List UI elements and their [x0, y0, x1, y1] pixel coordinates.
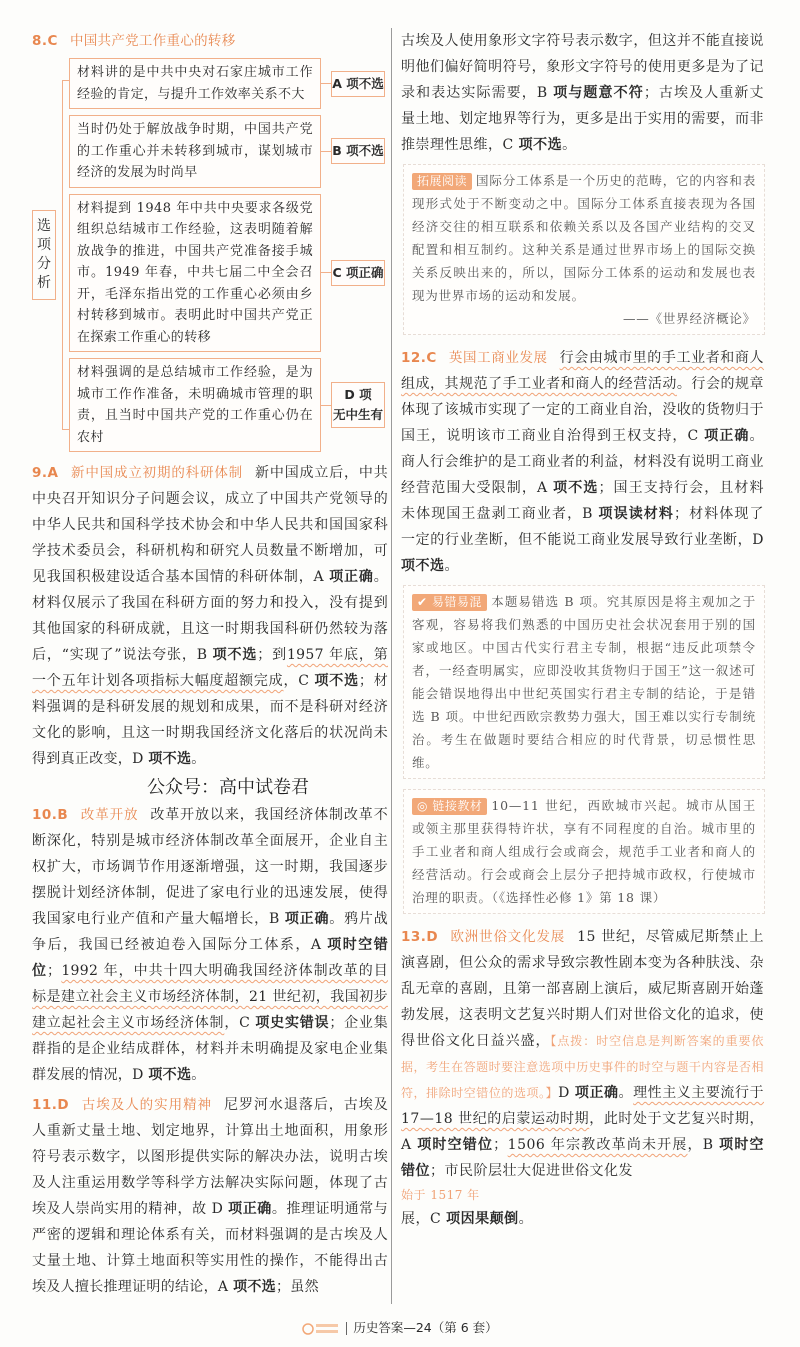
link-icon: ◎ [417, 799, 428, 813]
verdict-label: 项误读材料 [598, 506, 675, 522]
key-evidence: 理性主义主要流行于 17—18 世纪的启蒙运动时期 [401, 1085, 765, 1127]
question-9 [32, 460, 388, 772]
option-row [69, 58, 385, 109]
option-d-analysis: 材料强调的是总结城市工作经验，是为城市工作作准备，未明确城市管理的职责，且当时中国共产党的工作重心仍在农村 [69, 358, 321, 452]
question-number: 13.D [401, 929, 439, 945]
common-mistakes-box [403, 585, 765, 779]
check-icon: ✔ [417, 595, 428, 609]
verdict-label: 项史实错误 [255, 1015, 330, 1031]
text-run: ；企业集群指的是企业结成群体，材料并未明确提及家电企业集群发展的情况，D [32, 1015, 389, 1083]
text-run: 。鸦片战争后，我国已经被迫卷入国际分工体系，A [32, 911, 388, 953]
bracket-line [62, 80, 69, 430]
answer-text [401, 33, 764, 153]
right-column [391, 28, 764, 1304]
key-evidence: 1957 年底，第一个五年计划各项指标大幅度超额完成 [32, 647, 388, 689]
option-b-analysis: 当时仍处于解放战争时期，中国共产党的工作重心并未转移到城市，谋划城市经济的发展为时尚早 [69, 115, 321, 188]
text-run: 。商人行会维护的是工商业者的利益，材料没有说明工商业经营范围大受限制，A [401, 428, 765, 496]
verdict-text: B 项不选 [332, 143, 384, 159]
verdict-label: 项正确 [284, 911, 330, 927]
watermark: 公众号：高中试卷君 [147, 777, 309, 798]
question-number: 11.D [32, 1097, 70, 1113]
text-run: 尼罗河水退落后，古埃及人重新丈量土地、划定地界，计算出土地面积，用象形符号表示数字，以图形提供实际的解决办法，说明古埃及人注重运用数学等科学方法解决实际问题，体现了古埃及人崇尚实用的精神，故 D [32, 1097, 388, 1217]
text-run: ；国王支持行会，且材料未体现国王盘剥工商业者，B [401, 480, 765, 522]
question-topic: 改革开放 [80, 807, 139, 823]
connector [321, 83, 331, 84]
option-c-verdict [331, 260, 385, 286]
answer-text [401, 929, 764, 1227]
question-12 [401, 345, 764, 579]
option-c-analysis: 材料提到 1948 年中共中央要求各级党组织总结城市工作经验，这表明随着解放战争的推进，中国共产党准备接手城市。1949 年春，中共七届二中全会召开，毛泽东指出党的工作重心必须由乡村转移到城市。表明此时中国共产党正在探索工作重心的转移 [69, 194, 321, 353]
question-number: 10.B [32, 807, 69, 823]
extended-reading-text: 国际分工体系是一个历史的范畴，它的内容和表现形式处于不断变动之中。国际分工体系直接表现为各国经济交往的相互联系和依赖关系以及各国产业结构的交叉配置和相互制约。这种关系是通过世界市场上的国际交换关系反映出来的，所以，国际分工体系的运动和发展也表现为世界市场的运动和发展。 [412, 173, 756, 303]
text-run: ，此时处于文艺复兴时期，A [401, 1111, 764, 1153]
verdict-label: 项正确 [329, 569, 374, 585]
extended-reading-source: ——《世界经济概论》 [622, 311, 756, 326]
left-column [32, 28, 388, 1304]
text-run: 改革开放以来，我国经济体制改革不断深化，特别是城市经济体制改革全面展开，企业自主权扩大，市场调节作用逐渐增强，这一时期，我国逐步摆脱计划经济体制，促进了家电行业的迅速发展，使得我国家电行业产值和产量大幅增长，B [32, 807, 388, 927]
verdict-label: 项不选 [314, 673, 359, 689]
footer-separator [346, 1322, 347, 1335]
connector [321, 405, 331, 406]
key-evidence: 1506 年宗教改革尚未开展 [507, 1137, 688, 1153]
question-8 [32, 28, 388, 452]
verdict-label: 项时空错位 [401, 1137, 765, 1179]
publisher-logo-icon [302, 1321, 340, 1337]
verdict-text: D 项 [344, 387, 372, 402]
answer-text [32, 465, 388, 767]
textbook-link-text: 10—11 世纪，西欧城市兴起。城市从国王或领主那里获得特许状，享有不同程度的自治。城市里的手工业者和商人组成行会或商会，规范手工业者和商人的经营活动。行会或商会上层分子把持城市政权，行使城市治理的职责。（《选择性必修 1》第 18 课） [412, 798, 756, 905]
option-analysis-label: 选项分析 [32, 210, 56, 300]
key-evidence: 行会由城市里的手工业者和商人组成，其规范了手工业者和商人的经营活动 [401, 350, 764, 392]
text-run: 。 [562, 137, 577, 153]
verdict-text: C 项正确 [332, 264, 384, 280]
question-10 [32, 802, 388, 1088]
option-analysis-diagram [32, 58, 388, 452]
text-run: ； [47, 963, 62, 979]
textbook-link-tag [412, 798, 487, 815]
question-11-continued [401, 28, 764, 158]
option-rows [69, 58, 385, 452]
verdict-label: 项不选 [148, 1067, 192, 1083]
option-b-verdict [331, 138, 385, 164]
text-run: ； [493, 1137, 508, 1153]
common-mistakes-text: 本题易错选 B 项。究其原因是将主观加之于客观，容易将我们熟悉的中国历史社会状况套用于别的国家或地区。中国古代实行君主专制，根据“违反此项禁令者，一经查明属实，应即没收其货物归于国王”这一叙述可能会错误地得出中世纪英国实行君主专制的结论，于是错选 B 项。中世纪西欧宗教势力强大，国王难以实行专制统治。考生在做题时要结合相应的时代背景，切忌惯性思维。 [412, 594, 756, 770]
question-topic: 英国工商业发展 [448, 350, 548, 366]
verdict-label: 项时空错位 [417, 1137, 494, 1153]
annotation: 始于 1517 年 [401, 1188, 480, 1202]
extended-reading-tag: 拓展阅读 [412, 173, 472, 190]
text-run: 。 [444, 558, 459, 574]
verdict-label: 项因果颠倒 [446, 1211, 519, 1227]
verdict-label: 项时空错位 [32, 937, 388, 979]
connector [321, 151, 331, 152]
page-number: 历史答案—24（第 6 套） [353, 1320, 498, 1335]
verdict-label: 项正确 [704, 428, 750, 444]
extended-reading-box [403, 164, 765, 335]
verdict-label: 项不选 [148, 751, 192, 767]
verdict-label: 项正确 [228, 1201, 272, 1217]
text-run: D [558, 1085, 575, 1101]
text-run: ，C [283, 673, 315, 689]
text-run: 。 [618, 1085, 634, 1101]
option-row [69, 194, 385, 353]
question-13 [401, 924, 764, 1232]
question-topic: 新中国成立初期的科研体制 [70, 465, 244, 481]
question-number: 8.C [32, 33, 58, 49]
tag-label: 易错易混 [431, 595, 482, 609]
text-run: ，C [224, 1015, 256, 1031]
common-mistakes-tag [412, 594, 487, 611]
verdict-label: 项不选 [518, 137, 563, 153]
question-topic: 古埃及人的实用精神 [81, 1097, 213, 1113]
verdict-label: 项不选 [553, 480, 599, 496]
textbook-link-box [403, 789, 765, 914]
question-number: 9.A [32, 465, 59, 481]
text-run: 。 [191, 751, 206, 767]
text-run: ；古埃及人重新丈量土地、划定地界等行为，更多是出于实用的需要，而非推崇理性思维，C [401, 85, 764, 153]
verdict-label: 项不选 [401, 558, 445, 574]
question-topic: 欧洲世俗文化发展 [450, 929, 566, 945]
question-11 [32, 1092, 388, 1300]
text-run: 15 世纪，尽管威尼斯禁止上演喜剧，但公众的需求导致宗教性剧本变为各种肤浅、杂乱无章的喜剧，且第一部喜剧上演后，威尼斯喜剧开始蓬勃发展，这表明文艺复兴时期人们对世俗文化的追求，使得世俗文化日益兴盛， [401, 929, 765, 1049]
text-run: ；虽然 [275, 1279, 319, 1295]
verdict-label: 项与题意不符 [553, 85, 644, 101]
verdict-text: A 项不选 [332, 75, 384, 91]
key-evidence: 1992 年，中共十四大明确我国经济体制改革的目标是建立社会主义市场经济体制，21 世纪初，我国初步建立起社会主义市场经济体制 [32, 963, 388, 1031]
text-run: 。材料仅展示了我国在科研方面的努力和投入，没有提到其他国家的科研成就，且这一时期我国科研仍然较为落后，“实现了”说法夸张，B [32, 569, 389, 663]
text-run: 。 [518, 1211, 534, 1227]
text-run: 。推理证明通常与严密的逻辑和理论体系有关，而材料强调的是古埃及人丈量土地、计算土地面积等实用性的操作，不能得出古埃及人擅长推理证明的结论，A [32, 1201, 389, 1295]
page-footer [0, 1304, 800, 1347]
text-run: 展，C [401, 1211, 447, 1227]
option-row [69, 115, 385, 188]
verdict-label: 项不选 [233, 1279, 276, 1295]
text-run: ；到 [257, 647, 287, 663]
tag-label: 链接教材 [432, 799, 483, 813]
annotation: 【点拨：时空信息是判断答案的重要依据，考生在答题时要注意选项中历史事件的时空与题干内容是否相符，排除时空错位的选项。】 [401, 1034, 764, 1100]
question-number: 12.C [401, 350, 437, 366]
option-row [69, 358, 385, 452]
option-a-analysis: 材料讲的是中共中央对石家庄城市工作经验的肯定，与提升工作效率关系不大 [69, 58, 321, 109]
text-run: 。 [191, 1067, 206, 1083]
text-run: ；材料强调的是科研发展的规划和成果，而不是科研对经济文化的影响，且这一时期我国经济文化落后的状况尚未得到真正改变，D [32, 673, 388, 767]
option-d-verdict [331, 382, 385, 428]
verdict-label: 项正确 [574, 1085, 619, 1101]
text-run: 新中国成立后，中共中央召开知识分子问题会议，成立了中国共产党领导的中华人民共和国科学技术协会和中华人民共和国国家科学技术委员会，科研机构和研究人员数量不断增加，可见我国积极建设适合基本国情的科研体制，A [32, 465, 388, 585]
answer-text [32, 807, 388, 1083]
answer-text [32, 1097, 388, 1295]
text-run: 古埃及人使用象形文字符号表示数字，但这并不能直接说明他们偏好简明符号，象形文字符号的使用更多是为了记录和表达实际需要，B [401, 33, 764, 101]
answer-text [401, 350, 764, 574]
connector [321, 272, 331, 273]
text-run: 。行会的规章体现了该城市实现了一定的工商业自治，没收的货物归于国王，说明该市工商业自治得到王权支持，C [401, 376, 765, 444]
text-run: ；市民阶层壮大促进世俗文化发 [430, 1163, 633, 1179]
verdict-label: 项不选 [212, 647, 258, 663]
question-topic: 中国共产党工作重心的转移 [69, 33, 236, 49]
option-a-verdict [331, 71, 385, 97]
text-run: ；材料体现了一定的行业垄断，但不能说工商业发展导致行业垄断，D [401, 506, 765, 548]
text-run: ，B [687, 1137, 720, 1153]
verdict-text: 无中生有 [332, 407, 383, 422]
